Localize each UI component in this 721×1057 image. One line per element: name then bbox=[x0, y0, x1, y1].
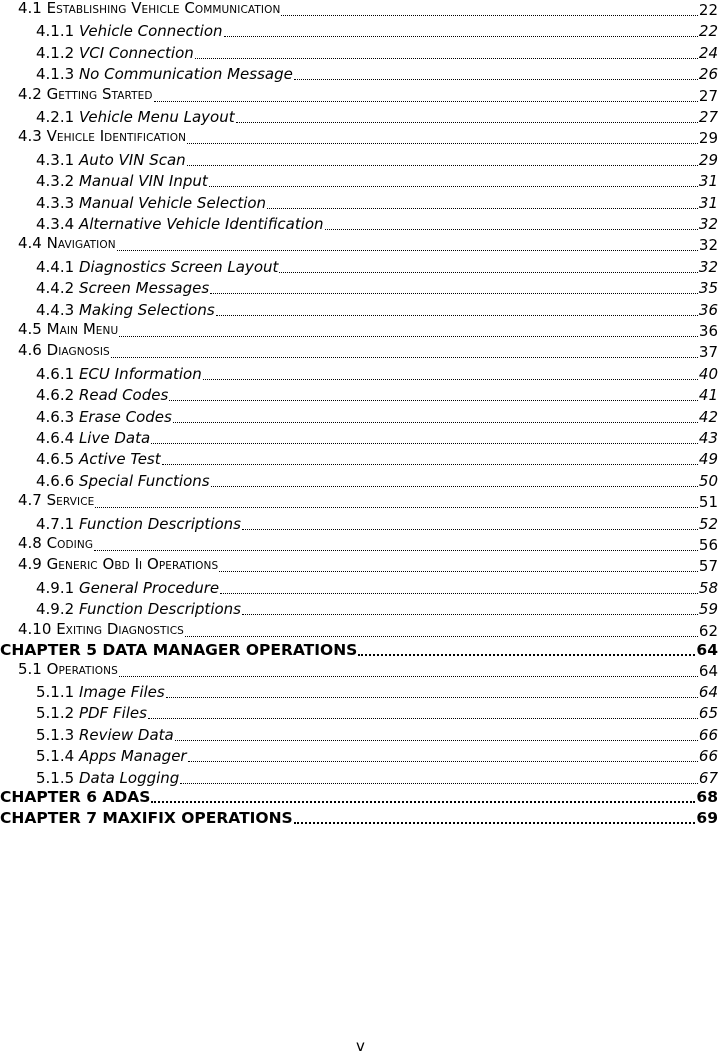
toc-entry[interactable] bbox=[36, 578, 718, 598]
toc-entry-page: 32 bbox=[698, 215, 718, 233]
toc-entry-title: OPERATIONS bbox=[46, 659, 118, 678]
toc-entry-label bbox=[36, 428, 150, 448]
toc-entry-label bbox=[36, 107, 235, 127]
toc-entry[interactable] bbox=[18, 556, 718, 576]
dot-leader bbox=[203, 378, 698, 380]
toc-entry-number: 4.7 bbox=[18, 491, 42, 510]
toc-entry-number: 4.3.4 bbox=[36, 215, 75, 233]
dot-leader bbox=[325, 228, 698, 230]
toc-entry-number: 4.4 bbox=[18, 234, 42, 253]
toc-entry-label bbox=[36, 150, 186, 170]
toc-entry-page: 56 bbox=[698, 536, 718, 554]
toc-entry-label bbox=[36, 171, 208, 191]
toc-entry-number: 4.6.6 bbox=[36, 471, 75, 490]
toc-entry[interactable] bbox=[36, 364, 718, 384]
toc-entry-number: 5.1 bbox=[18, 659, 42, 678]
toc-entry-label bbox=[18, 126, 186, 148]
toc-entry-page: 59 bbox=[698, 600, 718, 619]
toc-entry-number: 4.1.2 bbox=[36, 43, 75, 62]
toc-entry-number: 4.6 bbox=[18, 341, 42, 360]
toc-entry-title: Manual VIN Input bbox=[78, 172, 208, 191]
toc-entry-title: Making Selections bbox=[78, 300, 215, 319]
toc-entry-page: 68 bbox=[696, 787, 718, 806]
toc-entry-title: VCI Connection bbox=[78, 43, 194, 62]
toc-entry-title: Read Codes bbox=[78, 386, 169, 405]
toc-entry[interactable] bbox=[36, 193, 718, 213]
toc-entry-label bbox=[18, 554, 218, 576]
toc-entry-label bbox=[36, 257, 278, 277]
toc-entry[interactable] bbox=[36, 682, 718, 702]
toc-entry[interactable] bbox=[36, 278, 718, 298]
toc-entry-page: 67 bbox=[698, 768, 718, 787]
dot-leader bbox=[185, 635, 698, 637]
toc-entry-title: Live Data bbox=[78, 429, 151, 447]
toc-entry-page: 29 bbox=[698, 150, 718, 169]
dot-leader bbox=[281, 14, 698, 16]
toc-entry-page: 65 bbox=[698, 704, 718, 723]
toc-entry-page: 40 bbox=[698, 364, 718, 383]
toc-entry-title: Screen Messages bbox=[78, 279, 210, 298]
toc-entry[interactable] bbox=[18, 492, 718, 512]
toc-entry-number: 5.1.3 bbox=[36, 725, 75, 744]
toc-entry-label bbox=[36, 193, 266, 213]
toc-entry-page: 64 bbox=[698, 683, 718, 701]
toc-entry-number: 4.3.1 bbox=[36, 150, 75, 169]
toc-entry-label bbox=[36, 364, 202, 384]
dot-leader bbox=[294, 821, 696, 824]
toc-entry-page: 64 bbox=[698, 661, 718, 680]
dot-leader bbox=[220, 592, 698, 594]
toc-entry-page: 35 bbox=[698, 279, 718, 298]
toc-entry-number: 4.2.1 bbox=[36, 108, 75, 126]
toc-entry-title: DIAGNOSIS bbox=[46, 341, 110, 360]
toc-entry-title: GENERIC OBD II OPERATIONS bbox=[46, 555, 219, 574]
dot-leader bbox=[216, 314, 698, 316]
toc-entry-number: 4.5 bbox=[18, 320, 42, 338]
toc-entry-label bbox=[36, 64, 293, 84]
toc-entry[interactable] bbox=[18, 321, 718, 341]
toc-entry-page: 26 bbox=[698, 65, 718, 84]
toc-entry-number: 4.1 bbox=[18, 0, 42, 17]
toc-entry-page: 29 bbox=[698, 129, 718, 148]
toc-entry-label bbox=[36, 407, 172, 427]
toc-entry[interactable] bbox=[36, 428, 718, 448]
toc-chapter-entry[interactable] bbox=[0, 808, 718, 828]
dot-leader bbox=[151, 442, 698, 444]
toc-entry-page: 57 bbox=[698, 557, 718, 576]
toc-entry-page: 43 bbox=[698, 429, 718, 447]
toc-entry-title: Data Logging bbox=[78, 768, 180, 787]
toc-entry-title: VEHICLE IDENTIFICATION bbox=[46, 127, 187, 146]
toc-entry[interactable] bbox=[18, 621, 718, 641]
dot-leader bbox=[224, 35, 698, 37]
dot-leader bbox=[119, 335, 698, 337]
toc-entry-title: CHAPTER 5 DATA MANAGER OPERATIONS bbox=[0, 640, 358, 659]
toc-entry-number: 4.3.2 bbox=[36, 172, 75, 191]
toc-entry-label bbox=[36, 578, 219, 598]
toc-entry-label bbox=[36, 21, 223, 41]
toc-entry-label bbox=[36, 768, 179, 788]
toc-entry-label bbox=[36, 703, 147, 723]
toc-entry[interactable] bbox=[36, 171, 718, 191]
toc-entry[interactable] bbox=[36, 43, 718, 63]
dot-leader bbox=[151, 800, 695, 803]
toc-entry-label bbox=[36, 385, 168, 405]
toc-entry-title: GETTING STARTED bbox=[46, 84, 153, 103]
toc-entry[interactable] bbox=[36, 703, 718, 723]
dot-leader bbox=[209, 185, 698, 187]
toc-entry-label bbox=[0, 808, 293, 828]
toc-entry[interactable] bbox=[36, 471, 718, 491]
dot-leader bbox=[210, 292, 698, 294]
toc-entry-number: 4.6.5 bbox=[36, 450, 75, 469]
toc-entry-title: CHAPTER 7 MAXIFIX OPERATIONS bbox=[0, 808, 293, 827]
toc-entry-title: No Communication Message bbox=[78, 65, 293, 84]
toc-entry-label bbox=[18, 340, 110, 362]
toc-entry-page: 27 bbox=[698, 86, 718, 105]
toc-entry[interactable] bbox=[18, 535, 718, 555]
dot-leader bbox=[169, 399, 698, 401]
toc-entry-title: Diagnostics Screen Layout bbox=[78, 257, 279, 276]
toc-entry-page: 51 bbox=[698, 493, 718, 512]
toc-entry-page: 69 bbox=[696, 808, 718, 827]
dot-leader bbox=[95, 506, 698, 508]
dot-leader bbox=[187, 164, 698, 166]
toc-entry-title: Vehicle Connection bbox=[78, 22, 223, 41]
toc-entry[interactable] bbox=[36, 150, 718, 170]
toc-entry[interactable] bbox=[18, 342, 718, 362]
toc-entry-label bbox=[18, 84, 153, 106]
dot-leader bbox=[173, 421, 698, 423]
toc-entry-title: Alternative Vehicle Identification bbox=[78, 215, 324, 233]
toc-entry-page: 50 bbox=[698, 471, 718, 490]
dot-leader bbox=[180, 782, 698, 784]
toc-entry-number: 5.1.5 bbox=[36, 768, 75, 787]
toc-entry-label bbox=[18, 233, 116, 255]
toc-entry-label bbox=[18, 0, 280, 20]
toc-entry-number: 4.4.3 bbox=[36, 300, 75, 319]
dot-leader bbox=[358, 653, 695, 656]
dot-leader bbox=[267, 207, 698, 209]
toc-entry-page: 49 bbox=[698, 450, 718, 469]
toc-entry-label bbox=[36, 599, 241, 619]
dot-leader bbox=[175, 739, 698, 741]
toc-chapter-entry[interactable] bbox=[0, 640, 718, 660]
toc-entry[interactable] bbox=[18, 128, 718, 148]
toc-entry-number: 4.10 bbox=[18, 619, 52, 638]
toc-entry-number: 5.1.4 bbox=[36, 747, 75, 766]
dot-leader bbox=[111, 356, 698, 358]
toc-entry-number: 4.8 bbox=[18, 534, 42, 552]
toc-entry-label bbox=[36, 725, 174, 745]
toc-entry-title: EXITING DIAGNOSTICS bbox=[56, 619, 184, 638]
toc-entry-number: 4.4.1 bbox=[36, 257, 75, 276]
dot-leader bbox=[211, 485, 698, 487]
toc-entry[interactable] bbox=[36, 449, 718, 469]
dot-leader bbox=[195, 57, 698, 59]
dot-leader bbox=[188, 760, 698, 762]
toc-entry[interactable] bbox=[18, 86, 718, 106]
toc-entry-number: 5.1.1 bbox=[36, 683, 75, 701]
toc-entry[interactable] bbox=[36, 407, 718, 427]
toc-entry-label bbox=[18, 533, 93, 555]
toc-entry-title: Review Data bbox=[78, 725, 174, 744]
toc-entry-number: 4.9.2 bbox=[36, 600, 75, 619]
toc-entry-title: ESTABLISHING VEHICLE COMMUNICATION bbox=[46, 0, 281, 17]
toc-entry-page: 32 bbox=[698, 236, 718, 255]
toc-entry-label bbox=[0, 787, 150, 807]
toc-entry-label bbox=[36, 682, 165, 702]
toc-entry-title: SERVICE bbox=[46, 491, 95, 510]
toc-entry-title: Vehicle Menu Layout bbox=[78, 108, 235, 126]
dot-leader bbox=[242, 528, 698, 530]
toc-entry-label bbox=[36, 746, 187, 766]
toc-entry-label bbox=[36, 278, 209, 298]
toc-entry-page: 31 bbox=[698, 193, 718, 212]
toc-entry-page: 42 bbox=[698, 407, 718, 426]
dot-leader bbox=[187, 142, 698, 144]
toc-entry-number: 4.6.3 bbox=[36, 407, 75, 426]
toc-entry-number: 4.9.1 bbox=[36, 578, 75, 597]
toc-entry-page: 22 bbox=[698, 1, 718, 19]
dot-leader bbox=[162, 463, 698, 465]
toc-entry[interactable] bbox=[18, 0, 718, 20]
toc-entry-title: Active Test bbox=[78, 450, 161, 469]
toc-entry-number: 4.4.2 bbox=[36, 279, 75, 298]
toc-entry[interactable] bbox=[36, 257, 718, 277]
toc-entry-number: 4.1.1 bbox=[36, 22, 75, 41]
toc-entry-number: 4.1.3 bbox=[36, 65, 75, 84]
toc-entry-title: CODING bbox=[46, 534, 94, 552]
toc-entry-label bbox=[36, 471, 210, 491]
toc-entry[interactable] bbox=[36, 21, 718, 41]
toc-entry-title: Apps Manager bbox=[78, 747, 187, 766]
toc-entry-title: Special Functions bbox=[78, 471, 210, 490]
dot-leader bbox=[94, 549, 698, 551]
toc-entry[interactable] bbox=[36, 514, 718, 534]
toc-entry-page: 36 bbox=[698, 300, 718, 319]
toc-entry-page: 32 bbox=[698, 257, 718, 276]
toc-entry[interactable] bbox=[18, 661, 718, 681]
toc-entry-page: 58 bbox=[698, 578, 718, 597]
toc-entry-title: Image Files bbox=[78, 683, 165, 701]
toc-entry[interactable] bbox=[36, 725, 718, 745]
toc-entry-number: 4.7.1 bbox=[36, 514, 75, 533]
toc-entry[interactable] bbox=[36, 768, 718, 788]
toc-entry-page: 36 bbox=[698, 322, 718, 340]
toc-entry-page: 37 bbox=[698, 343, 718, 362]
toc-entry-page: 66 bbox=[698, 747, 718, 766]
toc-entry[interactable] bbox=[18, 235, 718, 255]
toc-entry-page: 66 bbox=[698, 725, 718, 744]
toc-entry-title: Function Descriptions bbox=[78, 514, 241, 533]
toc-entry-title: Erase Codes bbox=[78, 407, 172, 426]
toc-entry-label bbox=[36, 449, 161, 469]
toc-entry[interactable] bbox=[36, 599, 718, 619]
toc-entry-page: 41 bbox=[698, 386, 718, 405]
dot-leader bbox=[242, 613, 698, 615]
dot-leader bbox=[279, 271, 697, 273]
toc-entry-label bbox=[18, 659, 118, 681]
toc-entry-title: Manual Vehicle Selection bbox=[78, 193, 267, 212]
toc-entry-number: 4.6.1 bbox=[36, 364, 75, 383]
toc-entry-title: General Procedure bbox=[78, 578, 220, 597]
dot-leader bbox=[219, 570, 698, 572]
toc-entry-number: 4.9 bbox=[18, 555, 42, 574]
toc-entry[interactable] bbox=[36, 746, 718, 766]
dot-leader bbox=[119, 675, 698, 677]
toc-entry-number: 4.3.3 bbox=[36, 193, 75, 212]
dot-leader bbox=[294, 78, 698, 80]
toc-entry-title: NAVIGATION bbox=[46, 234, 116, 253]
dot-leader bbox=[148, 717, 698, 719]
toc-entry-title: PDF Files bbox=[78, 704, 147, 723]
toc-entry-page: 24 bbox=[698, 43, 718, 62]
toc-entry-page: 22 bbox=[698, 22, 718, 41]
toc-entry-label bbox=[36, 43, 194, 63]
toc-entry-page: 31 bbox=[698, 172, 718, 191]
dot-leader bbox=[236, 121, 698, 123]
toc-entry[interactable] bbox=[36, 107, 718, 127]
toc-entry-number: 4.2 bbox=[18, 84, 42, 103]
toc-entry-page: 64 bbox=[696, 640, 718, 659]
toc-entry-label bbox=[36, 214, 324, 234]
toc-entry-label bbox=[18, 490, 94, 512]
toc-entry-title: Auto VIN Scan bbox=[78, 150, 186, 169]
toc-entry-number: 4.6.4 bbox=[36, 429, 75, 447]
toc-entry-label bbox=[18, 619, 184, 641]
page-number: v bbox=[356, 1037, 365, 1055]
toc-entry-label bbox=[36, 514, 241, 534]
toc-entry-page: 52 bbox=[698, 514, 718, 533]
toc-entry[interactable] bbox=[36, 300, 718, 320]
dot-leader bbox=[154, 100, 698, 102]
toc-entry-page: 62 bbox=[698, 621, 718, 640]
dot-leader bbox=[166, 696, 698, 698]
toc-entry[interactable] bbox=[36, 214, 718, 234]
toc-entry-label bbox=[18, 319, 118, 341]
toc-entry-number: 5.1.2 bbox=[36, 704, 75, 723]
toc-entry-number: 4.3 bbox=[18, 127, 42, 146]
toc-chapter-entry[interactable] bbox=[0, 787, 718, 807]
toc-entry-label bbox=[0, 640, 357, 660]
toc-entry-label bbox=[36, 300, 215, 320]
toc-entry-number: 4.6.2 bbox=[36, 386, 75, 405]
toc-entry-title: MAIN MENU bbox=[46, 320, 119, 338]
toc-entry[interactable] bbox=[36, 64, 718, 84]
dot-leader bbox=[117, 249, 698, 251]
toc-entry-title: ECU Information bbox=[78, 364, 202, 383]
toc-entry-page: 27 bbox=[698, 108, 718, 126]
toc-entry-title: CHAPTER 6 ADAS bbox=[0, 787, 151, 806]
toc-entry[interactable] bbox=[36, 385, 718, 405]
toc-entry-title: Function Descriptions bbox=[78, 600, 241, 619]
